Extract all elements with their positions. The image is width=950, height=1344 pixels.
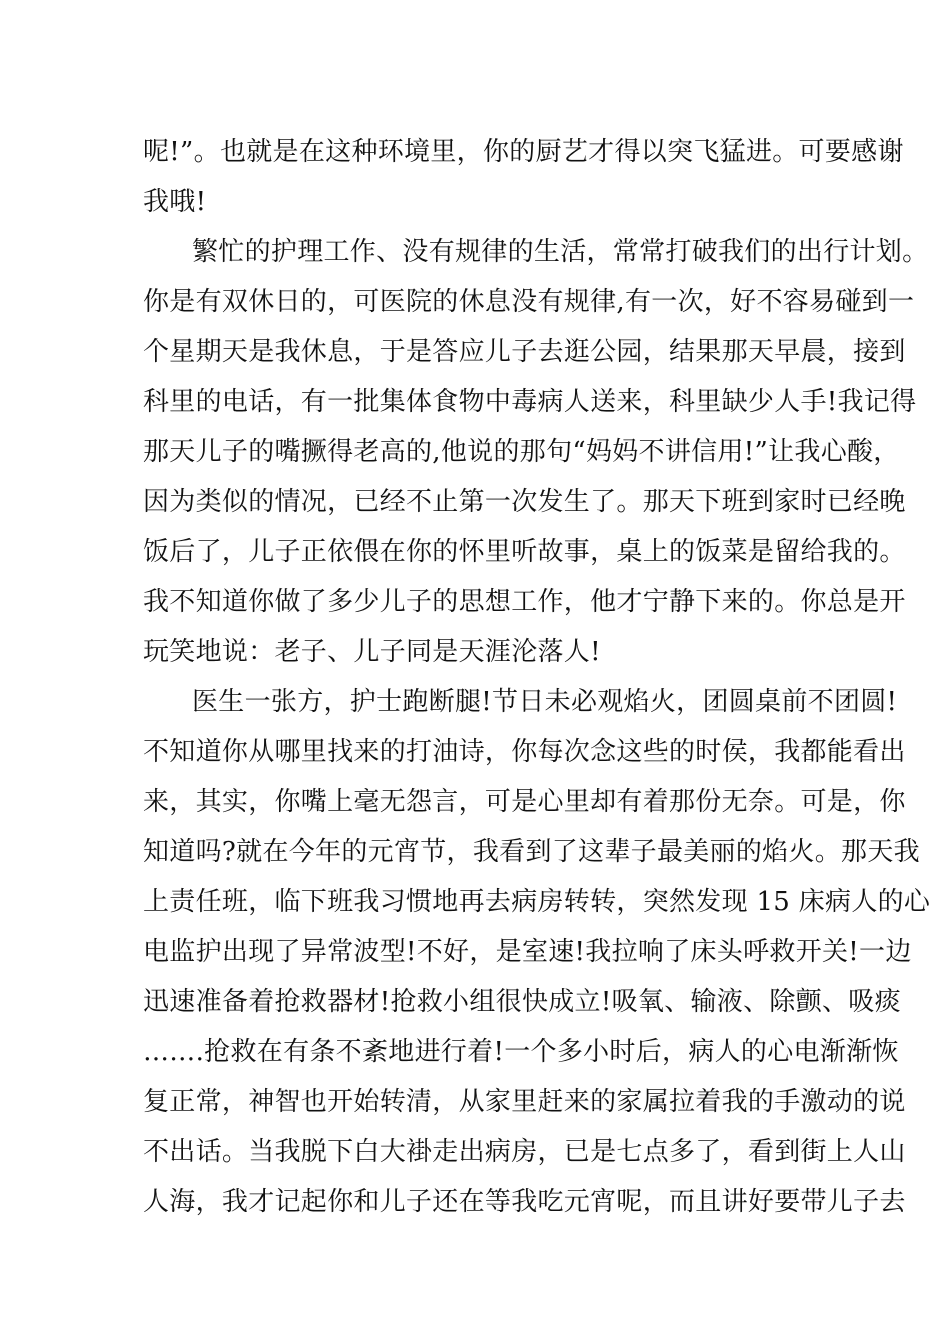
text-line: 复正常，神智也开始转清，从家里赶来的家属拉着我的手激动的说	[143, 1087, 906, 1117]
text-line: 迅速准备着抢救器材!抢救小组很快成立!吸氧、输液、除颤、吸痰	[143, 987, 901, 1017]
text-line: 因为类似的情况，已经不止第一次发生了。那天下班到家时已经晚	[143, 487, 906, 517]
text-line: 你是有双休日的，可医院的休息没有规律,有一次，好不容易碰到一	[143, 287, 915, 317]
text-line: 呢!”。也就是在这种环境里，你的厨艺才得以突飞猛进。可要感谢	[143, 137, 904, 167]
text-line: 我不知道你做了多少儿子的思想工作，他才宁静下来的。你总是开	[143, 587, 906, 617]
text-line: 个星期天是我休息，于是答应儿子去逛公园，结果那天早晨，接到	[143, 337, 906, 367]
text-line: 那天儿子的嘴撅得老高的,他说的那句“妈妈不讲信用!”让我心酸，	[143, 437, 900, 467]
text-line: 不知道你从哪里找来的打油诗，你每次念这些的时侯，我都能看出	[143, 737, 906, 767]
text-line: 繁忙的护理工作、没有规律的生活，常常打破我们的出行计划。	[192, 237, 929, 267]
text-line: 电监护出现了异常波型!不好，是室速!我拉响了床头呼救开关!一边	[143, 937, 912, 967]
text-line: 来，其实，你嘴上毫无怨言，可是心里却有着那份无奈。可是，你	[143, 787, 906, 817]
text-line: 上责任班，临下班我习惯地再去病房转转，突然发现 15 床病人的心	[143, 887, 931, 917]
text-line: 我哦!	[143, 187, 207, 217]
text-line: 科里的电话，有一批集体食物中毒病人送来，科里缺少人手!我记得	[143, 387, 917, 417]
text-line: …….抢救在有条不紊地进行着!一个多小时后，病人的心电渐渐恢	[143, 1037, 899, 1067]
text-line: 人海，我才记起你和儿子还在等我吃元宵呢，而且讲好要带儿子去	[143, 1187, 906, 1217]
text-line: 不出话。当我脱下白大褂走出病房，已是七点多了，看到街上人山	[143, 1137, 906, 1167]
text-line: 知道吗?就在今年的元宵节，我看到了这辈子最美丽的焰火。那天我	[143, 837, 920, 867]
text-line: 医生一张方，护士跑断腿!节日未必观焰火，团圆桌前不团圆!	[192, 687, 898, 717]
text-line: 玩笑地说：老子、儿子同是天涯沦落人!	[143, 637, 601, 667]
text-line: 饭后了，儿子正依偎在你的怀里听故事，桌上的饭菜是留给我的。	[143, 537, 906, 567]
